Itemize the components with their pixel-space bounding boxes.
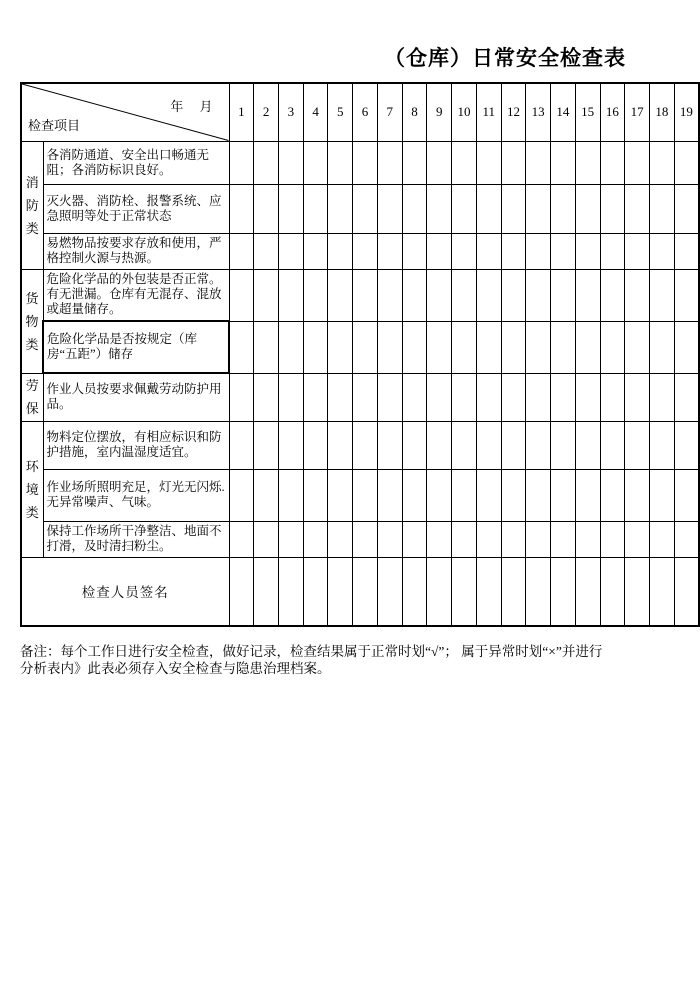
check-mark-cell <box>501 141 526 184</box>
header-row <box>21 83 699 141</box>
check-mark-cell <box>526 373 551 421</box>
check-mark-cell <box>303 184 328 233</box>
check-mark-cell <box>649 321 674 373</box>
check-mark-cell <box>649 521 674 557</box>
check-mark-cell <box>526 141 551 184</box>
check-mark-cell <box>427 469 452 521</box>
category-label-4: 环境类 <box>21 421 43 557</box>
check-item-text: 物料定位摆放，有相应标识和防护措施，室内温湿度适宜。 <box>43 421 229 469</box>
check-mark-cell <box>600 269 625 321</box>
signature-cell <box>501 557 526 626</box>
check-item-text: 危险化学品的外包装是否正常。有无泄漏。仓库有无混存、混放或超量储存。 <box>43 269 229 321</box>
signature-cell <box>229 557 254 626</box>
day-number-7: 7 <box>377 83 402 141</box>
day-number-14: 14 <box>551 83 576 141</box>
check-mark-cell <box>600 184 625 233</box>
check-mark-cell <box>303 141 328 184</box>
check-mark-cell <box>303 269 328 321</box>
check-mark-cell <box>402 233 427 269</box>
check-mark-cell <box>278 141 303 184</box>
check-mark-cell <box>551 269 576 321</box>
check-mark-cell <box>600 141 625 184</box>
day-number-8: 8 <box>402 83 427 141</box>
day-number-12: 12 <box>501 83 526 141</box>
check-mark-cell <box>476 184 501 233</box>
check-mark-cell <box>402 321 427 373</box>
check-mark-cell <box>625 141 650 184</box>
check-mark-cell <box>526 521 551 557</box>
page-title: （仓库）日常安全检查表 <box>384 46 626 70</box>
check-mark-cell <box>353 269 378 321</box>
check-mark-cell <box>551 233 576 269</box>
check-mark-cell <box>402 469 427 521</box>
check-mark-cell <box>551 521 576 557</box>
check-mark-cell <box>229 184 254 233</box>
check-mark-cell <box>377 321 402 373</box>
check-mark-cell <box>377 233 402 269</box>
check-mark-cell <box>278 469 303 521</box>
check-mark-cell <box>377 184 402 233</box>
check-mark-cell <box>476 521 501 557</box>
check-mark-cell <box>649 373 674 421</box>
check-mark-cell <box>353 184 378 233</box>
check-item-row <box>21 141 699 184</box>
signature-cell <box>625 557 650 626</box>
day-number-6: 6 <box>353 83 378 141</box>
check-mark-cell <box>625 321 650 373</box>
check-item-text: 危险化学品是否按规定（库房“五距”）储存 <box>43 321 229 373</box>
check-mark-cell <box>476 269 501 321</box>
check-mark-cell <box>402 141 427 184</box>
check-mark-cell <box>452 141 477 184</box>
day-number-10: 10 <box>452 83 477 141</box>
check-mark-cell <box>427 321 452 373</box>
check-mark-cell <box>501 321 526 373</box>
check-mark-cell <box>278 269 303 321</box>
signature-cell <box>551 557 576 626</box>
check-mark-cell <box>229 233 254 269</box>
check-mark-cell <box>328 269 353 321</box>
check-mark-cell <box>452 469 477 521</box>
day-number-1: 1 <box>229 83 254 141</box>
check-mark-cell <box>328 141 353 184</box>
check-mark-cell <box>353 521 378 557</box>
check-mark-cell <box>328 373 353 421</box>
check-mark-cell <box>625 469 650 521</box>
check-mark-cell <box>476 373 501 421</box>
check-mark-cell <box>625 373 650 421</box>
check-mark-cell <box>575 321 600 373</box>
check-mark-cell <box>427 373 452 421</box>
check-mark-cell <box>229 373 254 421</box>
inspection-table <box>20 82 700 627</box>
check-mark-cell <box>575 521 600 557</box>
corner-cell <box>21 83 229 141</box>
check-mark-cell <box>254 521 279 557</box>
check-mark-cell <box>649 269 674 321</box>
check-mark-cell <box>303 421 328 469</box>
check-mark-cell <box>229 421 254 469</box>
check-mark-cell <box>649 233 674 269</box>
check-mark-cell <box>353 233 378 269</box>
check-mark-cell <box>575 233 600 269</box>
check-mark-cell <box>575 269 600 321</box>
signature-cell <box>328 557 353 626</box>
check-mark-cell <box>254 269 279 321</box>
check-item-text: 作业人员按要求佩戴劳动防护用品。 <box>43 373 229 421</box>
day-number-5: 5 <box>328 83 353 141</box>
check-mark-cell <box>551 321 576 373</box>
check-mark-cell <box>278 184 303 233</box>
check-mark-cell <box>501 269 526 321</box>
check-mark-cell <box>476 233 501 269</box>
check-mark-cell <box>402 184 427 233</box>
check-mark-cell <box>377 141 402 184</box>
check-item-text: 灭火器、消防栓、报警系统、应急照明等处于正常状态 <box>43 184 229 233</box>
check-mark-cell <box>501 469 526 521</box>
check-mark-cell <box>427 141 452 184</box>
day-number-3: 3 <box>278 83 303 141</box>
check-mark-cell <box>476 469 501 521</box>
check-mark-cell <box>303 321 328 373</box>
day-number-2: 2 <box>254 83 279 141</box>
category-label-3: 劳保 <box>21 373 43 421</box>
check-item-row <box>21 321 699 373</box>
signature-cell <box>526 557 551 626</box>
check-mark-cell <box>476 321 501 373</box>
check-mark-cell <box>328 421 353 469</box>
corner-label-year-month: 年 月 <box>170 99 213 114</box>
check-item-text: 保持工作场所干净整洁、地面不打滑，及时清扫粉尘。 <box>43 521 229 557</box>
check-mark-cell <box>229 269 254 321</box>
check-mark-cell <box>625 421 650 469</box>
category-label-2: 货物类 <box>21 269 43 373</box>
day-number-17: 17 <box>625 83 650 141</box>
signature-cell <box>575 557 600 626</box>
signature-row <box>21 557 699 626</box>
check-mark-cell <box>452 233 477 269</box>
day-number-11: 11 <box>476 83 501 141</box>
signature-cell <box>427 557 452 626</box>
check-item-text: 各消防通道、安全出口畅通无阻；各消防标识良好。 <box>43 141 229 184</box>
check-mark-cell <box>229 321 254 373</box>
check-mark-cell <box>526 469 551 521</box>
check-mark-cell <box>377 269 402 321</box>
check-mark-cell <box>575 421 600 469</box>
check-mark-cell <box>254 421 279 469</box>
check-mark-cell <box>278 233 303 269</box>
check-mark-cell <box>551 469 576 521</box>
footnote <box>20 643 700 677</box>
check-mark-cell <box>452 184 477 233</box>
check-item-row <box>21 421 699 469</box>
signature-cell <box>674 557 699 626</box>
signature-cell <box>254 557 279 626</box>
check-mark-cell <box>254 141 279 184</box>
check-mark-cell <box>427 184 452 233</box>
check-item-row <box>21 184 699 233</box>
table-body <box>21 83 699 626</box>
check-mark-cell <box>526 269 551 321</box>
check-mark-cell <box>427 269 452 321</box>
check-mark-cell <box>427 233 452 269</box>
check-item-text: 作业场所照明充足，灯光无闪烁. 无异常噪声、气味。 <box>43 469 229 521</box>
check-mark-cell <box>402 521 427 557</box>
check-mark-cell <box>278 373 303 421</box>
check-mark-cell <box>476 421 501 469</box>
check-mark-cell <box>600 421 625 469</box>
signature-cell <box>649 557 674 626</box>
check-mark-cell <box>674 269 699 321</box>
check-mark-cell <box>649 184 674 233</box>
check-mark-cell <box>254 469 279 521</box>
check-mark-cell <box>674 141 699 184</box>
day-number-18: 18 <box>649 83 674 141</box>
check-mark-cell <box>402 421 427 469</box>
check-mark-cell <box>278 321 303 373</box>
check-item-row <box>21 521 699 557</box>
check-mark-cell <box>501 521 526 557</box>
check-mark-cell <box>254 233 279 269</box>
check-mark-cell <box>674 233 699 269</box>
check-mark-cell <box>254 321 279 373</box>
check-mark-cell <box>501 421 526 469</box>
check-mark-cell <box>501 373 526 421</box>
check-mark-cell <box>625 269 650 321</box>
signature-cell <box>377 557 402 626</box>
day-number-15: 15 <box>575 83 600 141</box>
check-mark-cell <box>674 521 699 557</box>
signature-cell <box>476 557 501 626</box>
check-item-row <box>21 373 699 421</box>
check-mark-cell <box>402 269 427 321</box>
check-mark-cell <box>501 184 526 233</box>
day-number-9: 9 <box>427 83 452 141</box>
check-mark-cell <box>303 233 328 269</box>
check-mark-cell <box>328 233 353 269</box>
signature-cell <box>600 557 625 626</box>
signature-cell <box>278 557 303 626</box>
check-mark-cell <box>674 421 699 469</box>
signature-cell <box>353 557 378 626</box>
check-mark-cell <box>526 184 551 233</box>
check-mark-cell <box>600 321 625 373</box>
check-item-row <box>21 269 699 321</box>
check-mark-cell <box>377 421 402 469</box>
check-item-row <box>21 233 699 269</box>
check-mark-cell <box>649 141 674 184</box>
check-mark-cell <box>551 184 576 233</box>
signature-cell <box>303 557 328 626</box>
check-mark-cell <box>575 141 600 184</box>
check-mark-cell <box>353 373 378 421</box>
signature-cell <box>452 557 477 626</box>
check-item-text: 易燃物品按要求存放和使用，严格控制火源与热源。 <box>43 233 229 269</box>
check-mark-cell <box>526 233 551 269</box>
check-mark-cell <box>427 521 452 557</box>
check-mark-cell <box>353 141 378 184</box>
day-number-4: 4 <box>303 83 328 141</box>
check-mark-cell <box>600 233 625 269</box>
check-mark-cell <box>303 521 328 557</box>
check-item-row <box>21 469 699 521</box>
check-mark-cell <box>551 421 576 469</box>
check-mark-cell <box>452 373 477 421</box>
check-mark-cell <box>501 233 526 269</box>
day-number-13: 13 <box>526 83 551 141</box>
check-mark-cell <box>303 373 328 421</box>
check-mark-cell <box>254 184 279 233</box>
check-mark-cell <box>625 184 650 233</box>
day-number-16: 16 <box>600 83 625 141</box>
check-mark-cell <box>526 321 551 373</box>
check-mark-cell <box>551 373 576 421</box>
day-number-19: 19 <box>674 83 699 141</box>
check-mark-cell <box>476 141 501 184</box>
check-mark-cell <box>254 373 279 421</box>
check-mark-cell <box>328 184 353 233</box>
check-mark-cell <box>278 521 303 557</box>
check-mark-cell <box>625 233 650 269</box>
check-mark-cell <box>575 373 600 421</box>
corner-label-inspection-items: 检查项目 <box>28 117 81 133</box>
footnote-line-2: 分析表内》此表必须存入安全检查与隐患治理档案。 <box>20 661 331 676</box>
check-mark-cell <box>452 521 477 557</box>
check-mark-cell <box>377 521 402 557</box>
check-mark-cell <box>377 469 402 521</box>
check-mark-cell <box>328 321 353 373</box>
check-mark-cell <box>328 469 353 521</box>
check-mark-cell <box>452 269 477 321</box>
signature-cell <box>402 557 427 626</box>
check-mark-cell <box>674 373 699 421</box>
check-mark-cell <box>303 469 328 521</box>
check-mark-cell <box>427 421 452 469</box>
signature-label: 检查人员签名 <box>21 557 229 626</box>
check-mark-cell <box>551 141 576 184</box>
check-mark-cell <box>353 469 378 521</box>
check-mark-cell <box>452 321 477 373</box>
check-mark-cell <box>649 421 674 469</box>
check-mark-cell <box>353 321 378 373</box>
check-mark-cell <box>674 184 699 233</box>
check-mark-cell <box>229 469 254 521</box>
check-mark-cell <box>278 421 303 469</box>
category-label-1: 消防类 <box>21 141 43 269</box>
check-mark-cell <box>649 469 674 521</box>
check-mark-cell <box>402 373 427 421</box>
check-mark-cell <box>600 373 625 421</box>
check-mark-cell <box>452 421 477 469</box>
check-mark-cell <box>674 321 699 373</box>
check-mark-cell <box>600 469 625 521</box>
check-mark-cell <box>526 421 551 469</box>
check-mark-cell <box>575 469 600 521</box>
check-mark-cell <box>377 373 402 421</box>
check-mark-cell <box>328 521 353 557</box>
check-mark-cell <box>229 141 254 184</box>
check-mark-cell <box>353 421 378 469</box>
check-mark-cell <box>229 521 254 557</box>
check-mark-cell <box>600 521 625 557</box>
footnote-line-1: 备注：每个工作日进行安全检查，做好记录，检查结果属于正常时划“√”； 属于异常时划“×”并进行 <box>20 644 603 659</box>
check-mark-cell <box>625 521 650 557</box>
check-mark-cell <box>674 469 699 521</box>
check-mark-cell <box>575 184 600 233</box>
